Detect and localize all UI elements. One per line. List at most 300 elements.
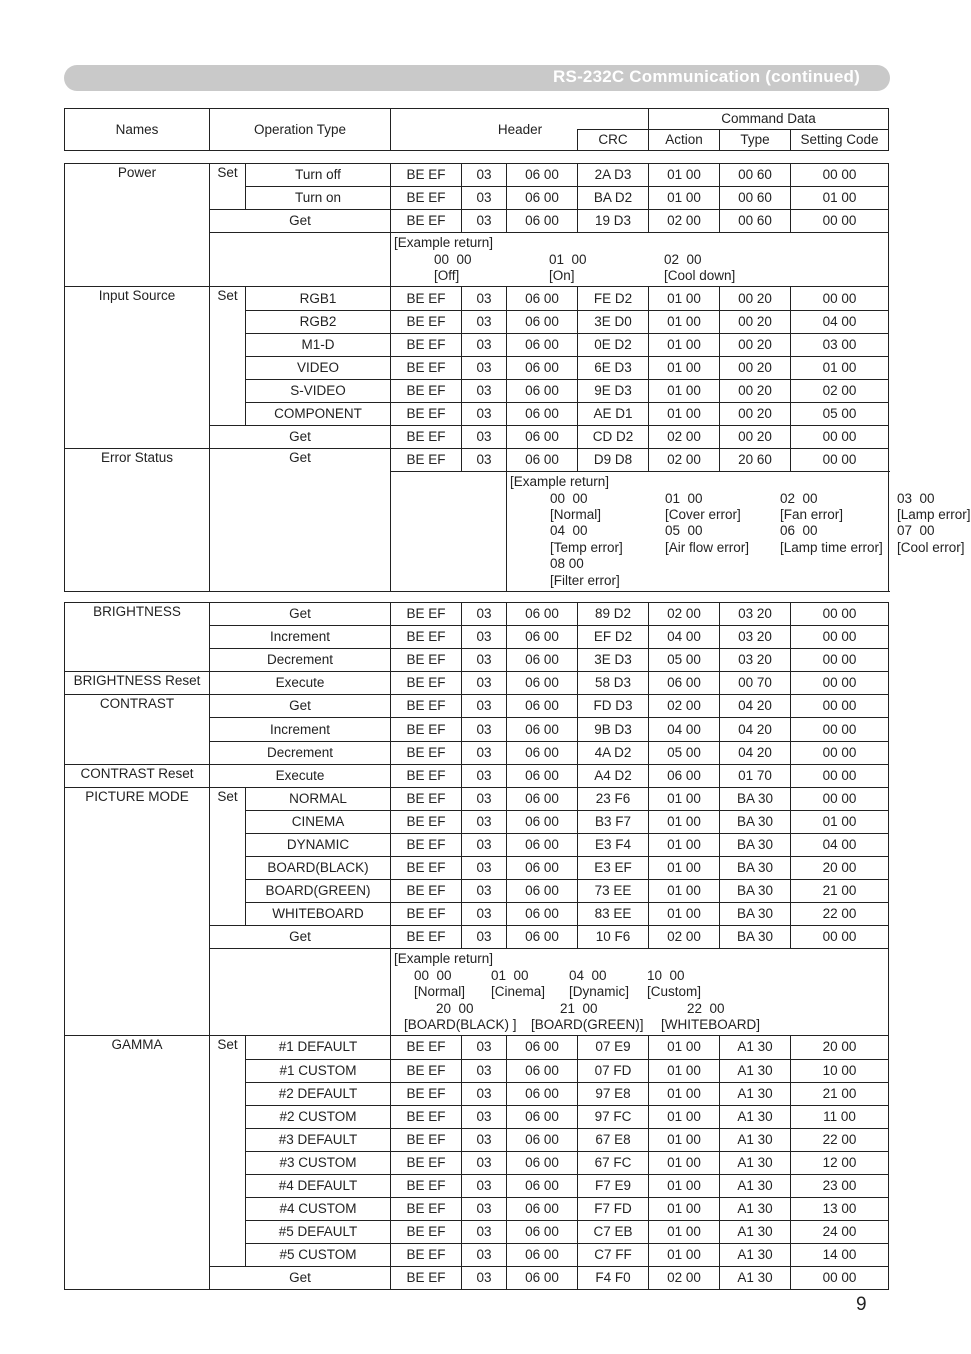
cell-h2: 03	[462, 1221, 507, 1244]
operation-cell: M1-D	[246, 333, 391, 356]
table-row	[65, 603, 889, 626]
cell-h3: 06 00	[507, 857, 578, 880]
cell-action: 01 00	[649, 287, 720, 310]
cell-type: A1 30	[720, 1221, 791, 1244]
cell-type: 00 20	[720, 310, 791, 333]
cell-type: 00 20	[720, 426, 791, 449]
cell-code: 00 00	[791, 449, 889, 472]
cell-h3: 06 00	[507, 210, 578, 233]
cell-action: 02 00	[649, 210, 720, 233]
cell-crc: FE D2	[578, 287, 649, 310]
cell-h1: BE EF	[391, 1221, 462, 1244]
operation-cell: BOARD(GREEN)	[246, 880, 391, 903]
cell-crc: 19 D3	[578, 210, 649, 233]
cell-h1: BE EF	[391, 356, 462, 379]
cell-h2: 03	[462, 1082, 507, 1105]
cell-h2: 03	[462, 210, 507, 233]
cell-type: A1 30	[720, 1036, 791, 1059]
cell-h2: 03	[462, 379, 507, 402]
cell-type: 00 20	[720, 402, 791, 425]
cell-h2: 03	[462, 1105, 507, 1128]
operation-cell: Turn on	[246, 187, 391, 210]
cell-h3: 06 00	[507, 764, 578, 787]
cell-h3: 06 00	[507, 741, 578, 764]
example-text: 04 00	[569, 967, 607, 983]
cell-crc: 89 D2	[578, 603, 649, 626]
cell-code: 14 00	[791, 1244, 889, 1267]
cell-crc: 4A D2	[578, 741, 649, 764]
set-label: Set	[210, 287, 246, 426]
cell-action: 01 00	[649, 187, 720, 210]
cell-h3: 06 00	[507, 402, 578, 425]
example-text: [Normal]	[550, 507, 602, 522]
cell-h1: BE EF	[391, 787, 462, 810]
cell-h2: 03	[462, 672, 507, 695]
cell-h1: BE EF	[391, 649, 462, 672]
cell-h2: 03	[462, 903, 507, 926]
blank-cell	[391, 472, 507, 592]
cell-h1: BE EF	[391, 603, 462, 626]
operation-cell: Increment	[210, 626, 391, 649]
operation-cell: #2 CUSTOM	[246, 1105, 391, 1128]
example-text: 04 00	[550, 523, 588, 539]
example-text: [On]	[549, 268, 575, 284]
example-text: 10 00	[647, 967, 685, 983]
cell-crc: E3 EF	[578, 857, 649, 880]
cell-code: 00 00	[791, 695, 889, 718]
cell-h3: 06 00	[507, 672, 578, 695]
example-text: [Example return]	[394, 235, 494, 251]
cell-crc: 67 FC	[578, 1151, 649, 1174]
blank-cell	[210, 949, 391, 1036]
cell-type: BA 30	[720, 787, 791, 810]
operation-cell: Get	[210, 449, 391, 592]
row-name: CONTRAST	[65, 695, 210, 764]
operation-cell: #2 DEFAULT	[246, 1082, 391, 1105]
operation-cell: #5 DEFAULT	[246, 1221, 391, 1244]
cell-h3: 06 00	[507, 903, 578, 926]
cell-type: A1 30	[720, 1244, 791, 1267]
cell-h3: 06 00	[507, 626, 578, 649]
cell-action: 01 00	[649, 903, 720, 926]
cell-crc: 73 EE	[578, 880, 649, 903]
cell-action: 01 00	[649, 857, 720, 880]
operation-cell: NORMAL	[246, 787, 391, 810]
table-row	[65, 1036, 889, 1059]
cell-code: 00 00	[791, 764, 889, 787]
operation-cell: BOARD(BLACK)	[246, 857, 391, 880]
cell-h1: BE EF	[391, 903, 462, 926]
cell-h2: 03	[462, 764, 507, 787]
table-row	[65, 787, 889, 810]
cell-h1: BE EF	[391, 1036, 462, 1059]
example-text: [Lamp error]	[897, 507, 971, 522]
cell-h1: BE EF	[391, 1198, 462, 1221]
example-text: [Air flow error]	[665, 539, 750, 555]
row-name: Input Source	[65, 287, 210, 449]
cell-type: A1 30	[720, 1059, 791, 1082]
operation-cell: RGB2	[246, 310, 391, 333]
cell-type: 00 70	[720, 672, 791, 695]
cell-action: 01 00	[649, 833, 720, 856]
row-name: BRIGHTNESS	[65, 603, 210, 672]
example-text: [Dynamic]	[569, 984, 630, 1000]
cell-h3: 06 00	[507, 333, 578, 356]
cell-action: 01 00	[649, 1059, 720, 1082]
cell-type: 00 60	[720, 210, 791, 233]
cell-type: 03 20	[720, 603, 791, 626]
cell-code: 21 00	[791, 880, 889, 903]
operation-cell: Get	[210, 210, 391, 233]
cell-h2: 03	[462, 164, 507, 187]
cell-h3: 06 00	[507, 426, 578, 449]
header-header: Header	[391, 109, 578, 151]
cell-h1: BE EF	[391, 426, 462, 449]
cell-type: BA 30	[720, 903, 791, 926]
example-text: [Off]	[434, 268, 460, 284]
cell-code: 22 00	[791, 903, 889, 926]
example-text: 01 00	[665, 490, 703, 506]
cell-crc: FD D3	[578, 695, 649, 718]
cell-h1: BE EF	[391, 718, 462, 741]
cell-code: 00 00	[791, 164, 889, 187]
cell-code: 03 00	[791, 333, 889, 356]
cell-action: 01 00	[649, 164, 720, 187]
cell-h1: BE EF	[391, 164, 462, 187]
cell-h3: 06 00	[507, 449, 578, 472]
cell-type: A1 30	[720, 1128, 791, 1151]
cell-action: 01 00	[649, 333, 720, 356]
cell-h3: 06 00	[507, 379, 578, 402]
cell-type: BA 30	[720, 833, 791, 856]
cell-crc: 6E D3	[578, 356, 649, 379]
cell-crc: C7 FF	[578, 1244, 649, 1267]
cell-h3: 06 00	[507, 1198, 578, 1221]
cell-crc: A4 D2	[578, 764, 649, 787]
cell-code: 00 00	[791, 603, 889, 626]
cell-h3: 06 00	[507, 1059, 578, 1082]
cell-h1: BE EF	[391, 1128, 462, 1151]
cell-h3: 06 00	[507, 1221, 578, 1244]
operation-cell: Get	[210, 603, 391, 626]
cell-code: 00 00	[791, 672, 889, 695]
cell-code: 10 00	[791, 1059, 889, 1082]
cell-h2: 03	[462, 741, 507, 764]
cell-code: 00 00	[791, 626, 889, 649]
cell-type: 04 20	[720, 695, 791, 718]
cell-crc: F7 FD	[578, 1198, 649, 1221]
cell-type: 00 60	[720, 164, 791, 187]
cell-code: 05 00	[791, 402, 889, 425]
cell-h2: 03	[462, 1036, 507, 1059]
cell-h3: 06 00	[507, 1128, 578, 1151]
cell-action: 01 00	[649, 310, 720, 333]
cell-type: 04 20	[720, 718, 791, 741]
cell-type: A1 30	[720, 1105, 791, 1128]
cell-type: A1 30	[720, 1082, 791, 1105]
cell-code: 11 00	[791, 1105, 889, 1128]
cell-h3: 06 00	[507, 649, 578, 672]
cell-action: 01 00	[649, 810, 720, 833]
cell-h1: BE EF	[391, 833, 462, 856]
example-text: [Cool error]	[897, 539, 965, 555]
cell-crc: 58 D3	[578, 672, 649, 695]
cell-type: 00 20	[720, 379, 791, 402]
operation-cell: #1 DEFAULT	[246, 1036, 391, 1059]
cell-code: 21 00	[791, 1082, 889, 1105]
cell-crc: E3 F4	[578, 833, 649, 856]
cell-h1: BE EF	[391, 672, 462, 695]
cell-h3: 06 00	[507, 787, 578, 810]
cell-h1: BE EF	[391, 210, 462, 233]
cell-crc: 9B D3	[578, 718, 649, 741]
cell-h3: 06 00	[507, 310, 578, 333]
example-text: 07 00	[897, 523, 935, 539]
cell-h1: BE EF	[391, 1174, 462, 1197]
cell-h1: BE EF	[391, 187, 462, 210]
set-label: Set	[210, 164, 246, 210]
header-operation-type: Operation Type	[210, 109, 391, 151]
cell-crc: 23 F6	[578, 787, 649, 810]
cell-h3: 06 00	[507, 164, 578, 187]
table-row	[65, 287, 889, 310]
command-table-2	[64, 602, 889, 1290]
cell-action: 05 00	[649, 741, 720, 764]
cell-h1: BE EF	[391, 287, 462, 310]
cell-h1: BE EF	[391, 695, 462, 718]
cell-h2: 03	[462, 603, 507, 626]
cell-action: 01 00	[649, 379, 720, 402]
example-text: [Lamp time error]	[780, 539, 883, 555]
cell-h3: 06 00	[507, 187, 578, 210]
cell-type: 04 20	[720, 741, 791, 764]
cell-h3: 06 00	[507, 833, 578, 856]
cell-code: 00 00	[791, 1267, 889, 1290]
cell-h1: BE EF	[391, 1105, 462, 1128]
cell-h2: 03	[462, 356, 507, 379]
cell-h2: 03	[462, 1128, 507, 1151]
header-command-data: Command Data	[649, 109, 889, 130]
cell-h3: 06 00	[507, 1244, 578, 1267]
cell-h2: 03	[462, 287, 507, 310]
table-row	[65, 449, 889, 472]
cell-h2: 03	[462, 857, 507, 880]
cell-crc: 83 EE	[578, 903, 649, 926]
cell-crc: 67 E8	[578, 1128, 649, 1151]
cell-code: 01 00	[791, 810, 889, 833]
operation-cell: Turn off	[246, 164, 391, 187]
cell-code: 00 00	[791, 649, 889, 672]
blank-cell	[210, 233, 391, 287]
cell-h2: 03	[462, 787, 507, 810]
example-text: [BOARD(BLACK) ]	[404, 1016, 517, 1032]
cell-type: 01 70	[720, 764, 791, 787]
example-text: [Normal]	[414, 984, 466, 1000]
header-crc: CRC	[578, 130, 649, 151]
cell-crc: 2A D3	[578, 164, 649, 187]
operation-cell: RGB1	[246, 287, 391, 310]
cell-action: 04 00	[649, 718, 720, 741]
cell-code: 01 00	[791, 356, 889, 379]
cell-crc: F7 E9	[578, 1174, 649, 1197]
cell-h3: 06 00	[507, 356, 578, 379]
cell-crc: CD D2	[578, 426, 649, 449]
cell-h2: 03	[462, 695, 507, 718]
row-name: Power	[65, 164, 210, 287]
set-label: Set	[210, 787, 246, 926]
cell-h1: BE EF	[391, 1151, 462, 1174]
cell-h3: 06 00	[507, 1105, 578, 1128]
cell-action: 02 00	[649, 926, 720, 949]
cell-h1: BE EF	[391, 1082, 462, 1105]
cell-action: 01 00	[649, 1128, 720, 1151]
operation-cell: Get	[210, 426, 391, 449]
example-text: 01 00	[549, 251, 587, 267]
cell-type: 00 20	[720, 287, 791, 310]
cell-action: 01 00	[649, 1151, 720, 1174]
cell-crc: 10 F6	[578, 926, 649, 949]
operation-cell: Increment	[210, 718, 391, 741]
cell-code: 24 00	[791, 1221, 889, 1244]
cell-h2: 03	[462, 402, 507, 425]
operation-cell: WHITEBOARD	[246, 903, 391, 926]
cell-h3: 06 00	[507, 810, 578, 833]
set-label: Set	[210, 1036, 246, 1267]
cell-action: 06 00	[649, 764, 720, 787]
example-text: [Cover error]	[665, 507, 741, 522]
cell-crc: 97 E8	[578, 1082, 649, 1105]
example-text: 21 00	[560, 1000, 598, 1016]
cell-h1: BE EF	[391, 1059, 462, 1082]
page-number: 9	[856, 1294, 867, 1315]
cell-h2: 03	[462, 880, 507, 903]
row-name: BRIGHTNESS Reset	[65, 672, 210, 695]
example-text: 02 00	[780, 490, 818, 506]
cell-h1: BE EF	[391, 626, 462, 649]
cell-code: 04 00	[791, 833, 889, 856]
cell-type: BA 30	[720, 810, 791, 833]
cell-action: 02 00	[649, 1267, 720, 1290]
example-text: 08 00	[550, 556, 584, 572]
cell-h3: 06 00	[507, 880, 578, 903]
example-text: 02 00	[664, 251, 702, 267]
cell-action: 02 00	[649, 426, 720, 449]
header-action: Action	[649, 130, 720, 151]
cell-h2: 03	[462, 810, 507, 833]
cell-type: A1 30	[720, 1198, 791, 1221]
cell-h1: BE EF	[391, 810, 462, 833]
operation-cell: Decrement	[210, 649, 391, 672]
operation-cell: #4 DEFAULT	[246, 1174, 391, 1197]
row-name: PICTURE MODE	[65, 787, 210, 1036]
cell-action: 01 00	[649, 356, 720, 379]
example-text: 00 00	[434, 251, 472, 267]
cell-action: 01 00	[649, 402, 720, 425]
cell-h1: BE EF	[391, 1244, 462, 1267]
cell-h3: 06 00	[507, 1082, 578, 1105]
operation-cell: #4 CUSTOM	[246, 1198, 391, 1221]
operation-cell: Get	[210, 695, 391, 718]
cell-h3: 06 00	[507, 718, 578, 741]
cell-action: 02 00	[649, 449, 720, 472]
cell-h3: 06 00	[507, 287, 578, 310]
table-row	[65, 672, 889, 695]
cell-code: 00 00	[791, 426, 889, 449]
cell-h1: BE EF	[391, 880, 462, 903]
cell-h2: 03	[462, 1198, 507, 1221]
row-name: CONTRAST Reset	[65, 764, 210, 787]
cell-h2: 03	[462, 1151, 507, 1174]
header-setting-code: Setting Code	[791, 130, 889, 151]
cell-code: 01 00	[791, 187, 889, 210]
cell-type: 20 60	[720, 449, 791, 472]
cell-code: 20 00	[791, 1036, 889, 1059]
cell-type: 00 60	[720, 187, 791, 210]
cell-type: 00 20	[720, 356, 791, 379]
cell-code: 02 00	[791, 379, 889, 402]
operation-cell: #1 CUSTOM	[246, 1059, 391, 1082]
table-row	[65, 164, 889, 187]
cell-h2: 03	[462, 833, 507, 856]
operation-cell: #3 DEFAULT	[246, 1128, 391, 1151]
cell-h3: 06 00	[507, 1174, 578, 1197]
example-text: [Fan error]	[780, 507, 844, 522]
cell-action: 06 00	[649, 672, 720, 695]
cell-h1: BE EF	[391, 449, 462, 472]
cell-h3: 06 00	[507, 695, 578, 718]
cell-code: 12 00	[791, 1151, 889, 1174]
cell-h2: 03	[462, 1059, 507, 1082]
cell-h2: 03	[462, 1267, 507, 1290]
example-text: [Cinema]	[491, 984, 546, 1000]
example-text: [Example return]	[510, 474, 610, 490]
cell-code: 00 00	[791, 718, 889, 741]
cell-crc: 07 FD	[578, 1059, 649, 1082]
banner-title: RS-232C Communication (continued)	[553, 67, 860, 86]
cell-type: 03 20	[720, 649, 791, 672]
operation-cell: #3 CUSTOM	[246, 1151, 391, 1174]
example-text: 22 00	[687, 1000, 725, 1016]
cell-action: 02 00	[649, 603, 720, 626]
cell-code: 00 00	[791, 926, 889, 949]
cell-code: 00 00	[791, 741, 889, 764]
cell-code: 20 00	[791, 857, 889, 880]
operation-cell: CINEMA	[246, 810, 391, 833]
command-table-1	[64, 163, 971, 592]
header-table	[64, 108, 889, 151]
example-text: 03 00	[897, 490, 935, 506]
cell-h3: 06 00	[507, 1151, 578, 1174]
cell-h2: 03	[462, 426, 507, 449]
operation-cell: Execute	[210, 764, 391, 787]
cell-type: 03 20	[720, 626, 791, 649]
cell-h1: BE EF	[391, 926, 462, 949]
cell-crc: 07 E9	[578, 1036, 649, 1059]
cell-crc: AE D1	[578, 402, 649, 425]
cell-action: 01 00	[649, 1174, 720, 1197]
cell-type: 00 20	[720, 333, 791, 356]
cell-type: A1 30	[720, 1174, 791, 1197]
cell-type: BA 30	[720, 926, 791, 949]
cell-code: 22 00	[791, 1128, 889, 1151]
table-row	[65, 695, 889, 718]
cell-type: A1 30	[720, 1267, 791, 1290]
operation-cell: Get	[210, 1267, 391, 1290]
example-text: 20 00	[436, 1000, 474, 1016]
cell-crc: EF D2	[578, 626, 649, 649]
example-text: 01 00	[491, 967, 529, 983]
example-text: [Cool down]	[664, 268, 736, 284]
